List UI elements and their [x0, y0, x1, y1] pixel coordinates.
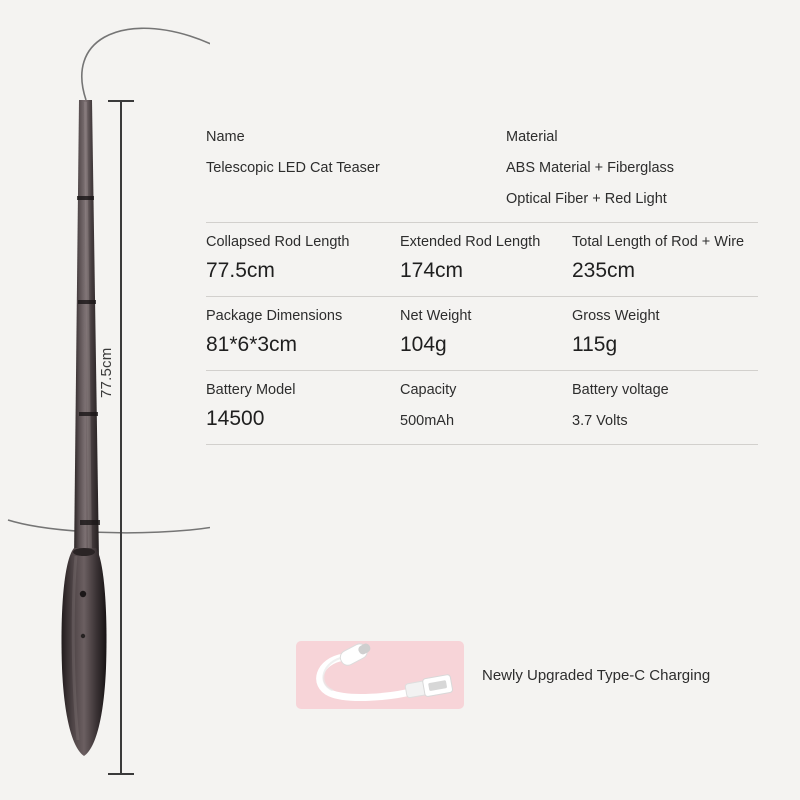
table-row — [206, 371, 758, 445]
type-c-cable-image — [296, 641, 464, 709]
spec-value: 235cm — [572, 259, 636, 282]
table-row — [206, 223, 758, 297]
specification-table — [206, 118, 758, 445]
charging-caption: Newly Upgraded Type-C Charging — [482, 666, 711, 684]
spec-cell-battery-voltage — [572, 381, 758, 432]
spec-value: ABS Material + Fiberglass — [506, 160, 675, 176]
product-illustration — [0, 0, 210, 800]
dimension-cap-bottom — [108, 773, 134, 775]
spec-value-secondary: Optical Fiber + Red Light — [506, 191, 667, 207]
dimension-cap-top — [108, 100, 134, 102]
spec-value: 174cm — [400, 259, 464, 282]
spec-value: 104g — [400, 333, 447, 356]
spec-cell-package-dimensions — [206, 307, 400, 358]
spec-cell-extended-rod-length — [400, 233, 572, 284]
cat-teaser-wand-icon — [0, 0, 210, 800]
table-row — [206, 297, 758, 371]
spec-label: Package Dimensions — [206, 308, 343, 324]
spec-cell-total-length — [572, 233, 758, 284]
spec-label: Extended Rod Length — [400, 234, 541, 250]
spec-value: 14500 — [206, 407, 265, 430]
spec-cell-capacity — [400, 381, 572, 432]
spec-cell-net-weight — [400, 307, 572, 358]
charging-section — [296, 641, 710, 709]
spec-label: Name — [206, 129, 245, 145]
spec-value: 81*6*3cm — [206, 333, 298, 356]
spec-label: Total Length of Rod + Wire — [572, 234, 745, 250]
spec-label: Battery Model — [206, 382, 296, 398]
usb-type-c-cable-icon — [296, 641, 464, 709]
dimension-line — [120, 100, 122, 775]
dimension-label: 77.5cm — [98, 347, 115, 398]
spec-value: Telescopic LED Cat Teaser — [206, 160, 380, 176]
spec-label: Capacity — [400, 382, 457, 398]
spec-cell-name — [206, 128, 506, 210]
spec-value: 500mAh — [400, 413, 455, 429]
spec-cell-material — [506, 128, 758, 210]
spec-label: Collapsed Rod Length — [206, 234, 350, 250]
spec-label: Material — [506, 129, 558, 145]
spec-label: Gross Weight — [572, 308, 660, 324]
spec-value: 115g — [572, 333, 618, 356]
spec-cell-battery-model — [206, 381, 400, 432]
spec-value: 77.5cm — [206, 259, 275, 282]
spec-value: 3.7 Volts — [572, 413, 628, 429]
spec-cell-gross-weight — [572, 307, 758, 358]
spec-label: Battery voltage — [572, 382, 669, 398]
spec-cell-collapsed-rod-length — [206, 233, 400, 284]
table-row — [206, 118, 758, 223]
spec-label: Net Weight — [400, 308, 472, 324]
